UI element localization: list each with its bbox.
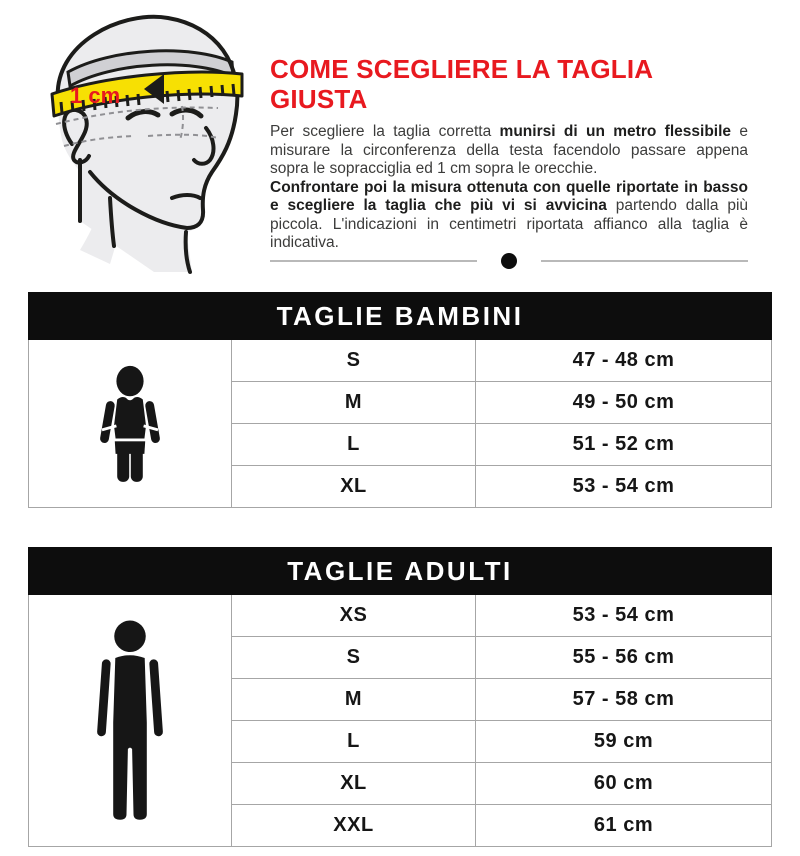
intro-copy [270,123,748,253]
size-row [232,423,771,465]
head-with-tape-drawing [6,6,258,276]
size-label: M [232,382,476,423]
size-row [232,762,771,804]
intro-section [28,6,772,258]
page-title: COME SCEGLIERE LA TAGLIA GIUSTA [270,54,653,114]
size-row [232,595,771,636]
divider-line-left [270,260,477,262]
size-row [232,381,771,423]
circumference-value: 61 cm [593,814,654,836]
size-row [232,804,771,846]
table-header-bambini: TAGLIE BAMBINI [28,292,772,340]
size-rows [232,595,771,846]
size-label: L [232,424,476,465]
size-label: XS [232,595,476,636]
size-row [232,636,771,678]
intro-paragraph-1: Per scegliere la taglia corretta munirsi di un metro flessibile e misurare la circonferenza della testa facendolo passare appena sopra le sopracciglia ed 1 cm sopra le orecchie. [270,123,748,177]
size-row [232,678,771,720]
size-row [232,340,771,381]
divider-dot-icon [501,253,517,269]
table-header-adulti: TAGLIE ADULTI [28,547,772,595]
size-label: XL [232,763,476,804]
intro-paragraph-2: Confrontare poi la misura ottenuta con quelle riportate in basso e scegliere la taglia che più vi si avvicina partendo dalla più piccola. L'indicazioni in centimetri riportata affianco alla taglia è indicativa. [270,178,749,251]
circumference-value: 59 cm [593,730,654,752]
head-measure-illustration [6,6,258,258]
circumference-value: 60 cm [593,772,654,794]
size-rows [232,340,771,507]
circumference-value: 51 - 52 cm [572,433,675,455]
size-label: M [232,679,476,720]
size-row [232,465,771,507]
size-label: S [232,340,476,381]
circumference-value: 57 - 58 cm [572,688,675,710]
table-taglie-bambini [28,292,772,508]
size-label: S [232,637,476,678]
size-label: XXL [232,805,476,846]
table-taglie-adulti [28,547,772,847]
adult-figure-icon [29,595,232,846]
size-label: L [232,721,476,762]
size-label: XL [232,466,476,507]
intro-text-column [270,6,772,258]
circumference-value: 55 - 56 cm [572,646,675,668]
circumference-value: 53 - 54 cm [572,604,675,626]
tape-distance-label: 1 cm [70,83,121,108]
divider-line-right [541,260,748,262]
size-row [232,720,771,762]
section-divider [270,253,748,269]
child-figure-icon [29,340,232,507]
circumference-value: 53 - 54 cm [572,475,675,497]
circumference-value: 47 - 48 cm [572,349,675,371]
circumference-value: 49 - 50 cm [572,391,675,413]
